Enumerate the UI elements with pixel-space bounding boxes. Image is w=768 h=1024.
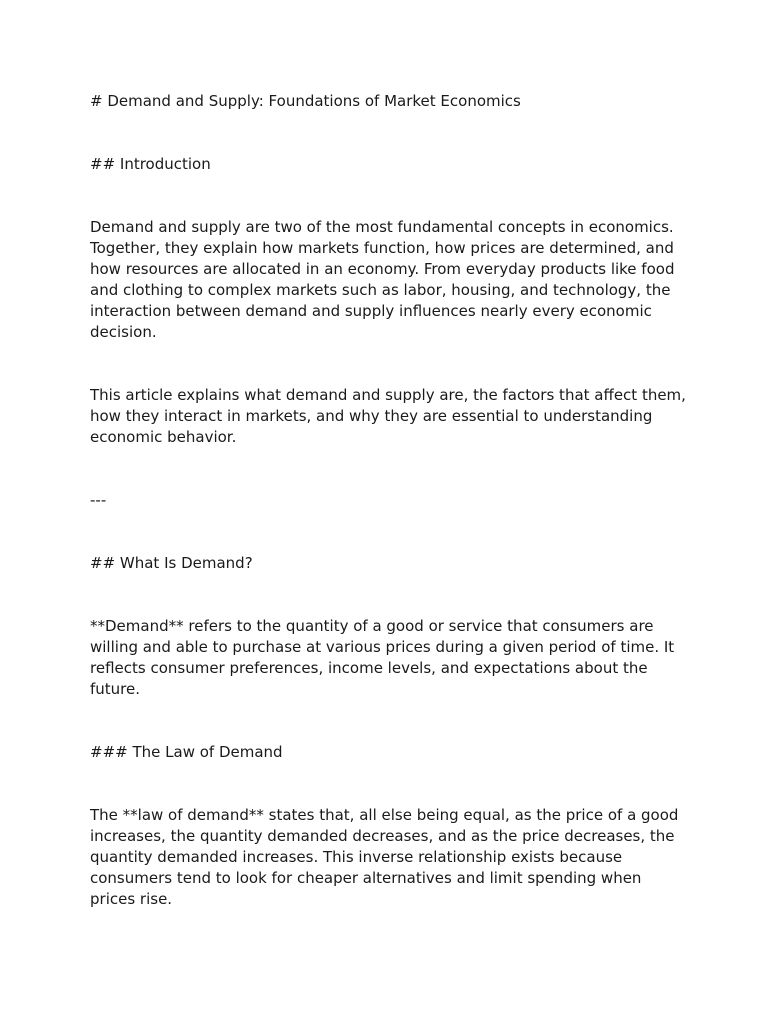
paragraph-law-of-demand: The **law of demand** states that, all else being equal, as the price of a good increases, the quantity demanded decreases, and as the price decreases, the quantity demanded increases. This inverse relationship exists because consumers tend to look for cheaper alternatives and limit spending when prices rise. [90, 806, 679, 908]
section-divider: --- [90, 491, 107, 509]
document-body [90, 91, 690, 910]
paragraph-demand: **Demand** refers to the quantity of a good or service that consumers are willing and able to purchase at various prices during a given period of time. It reflects consumer preferences, income levels, and expectations about the future. [90, 617, 675, 698]
heading-what-is-demand: ## What Is Demand? [90, 554, 253, 572]
document-title: # Demand and Supply: Foundations of Market Economics [90, 92, 521, 110]
heading-introduction: ## Introduction [90, 155, 211, 173]
paragraph-introduction-1: Demand and supply are two of the most fundamental concepts in economics. Together, they explain how markets function, how prices are determined, and how resources are allocated in an economy. From everyday products like food and clothing to complex markets such as labor, housing, and technology, the interaction between demand and supply influences nearly every economic decision. [90, 218, 675, 341]
paragraph-introduction-2: This article explains what demand and supply are, the factors that affect them, how they interact in markets, and why they are essential to understanding economic behavior. [90, 386, 686, 446]
heading-law-of-demand: ### The Law of Demand [90, 743, 283, 761]
